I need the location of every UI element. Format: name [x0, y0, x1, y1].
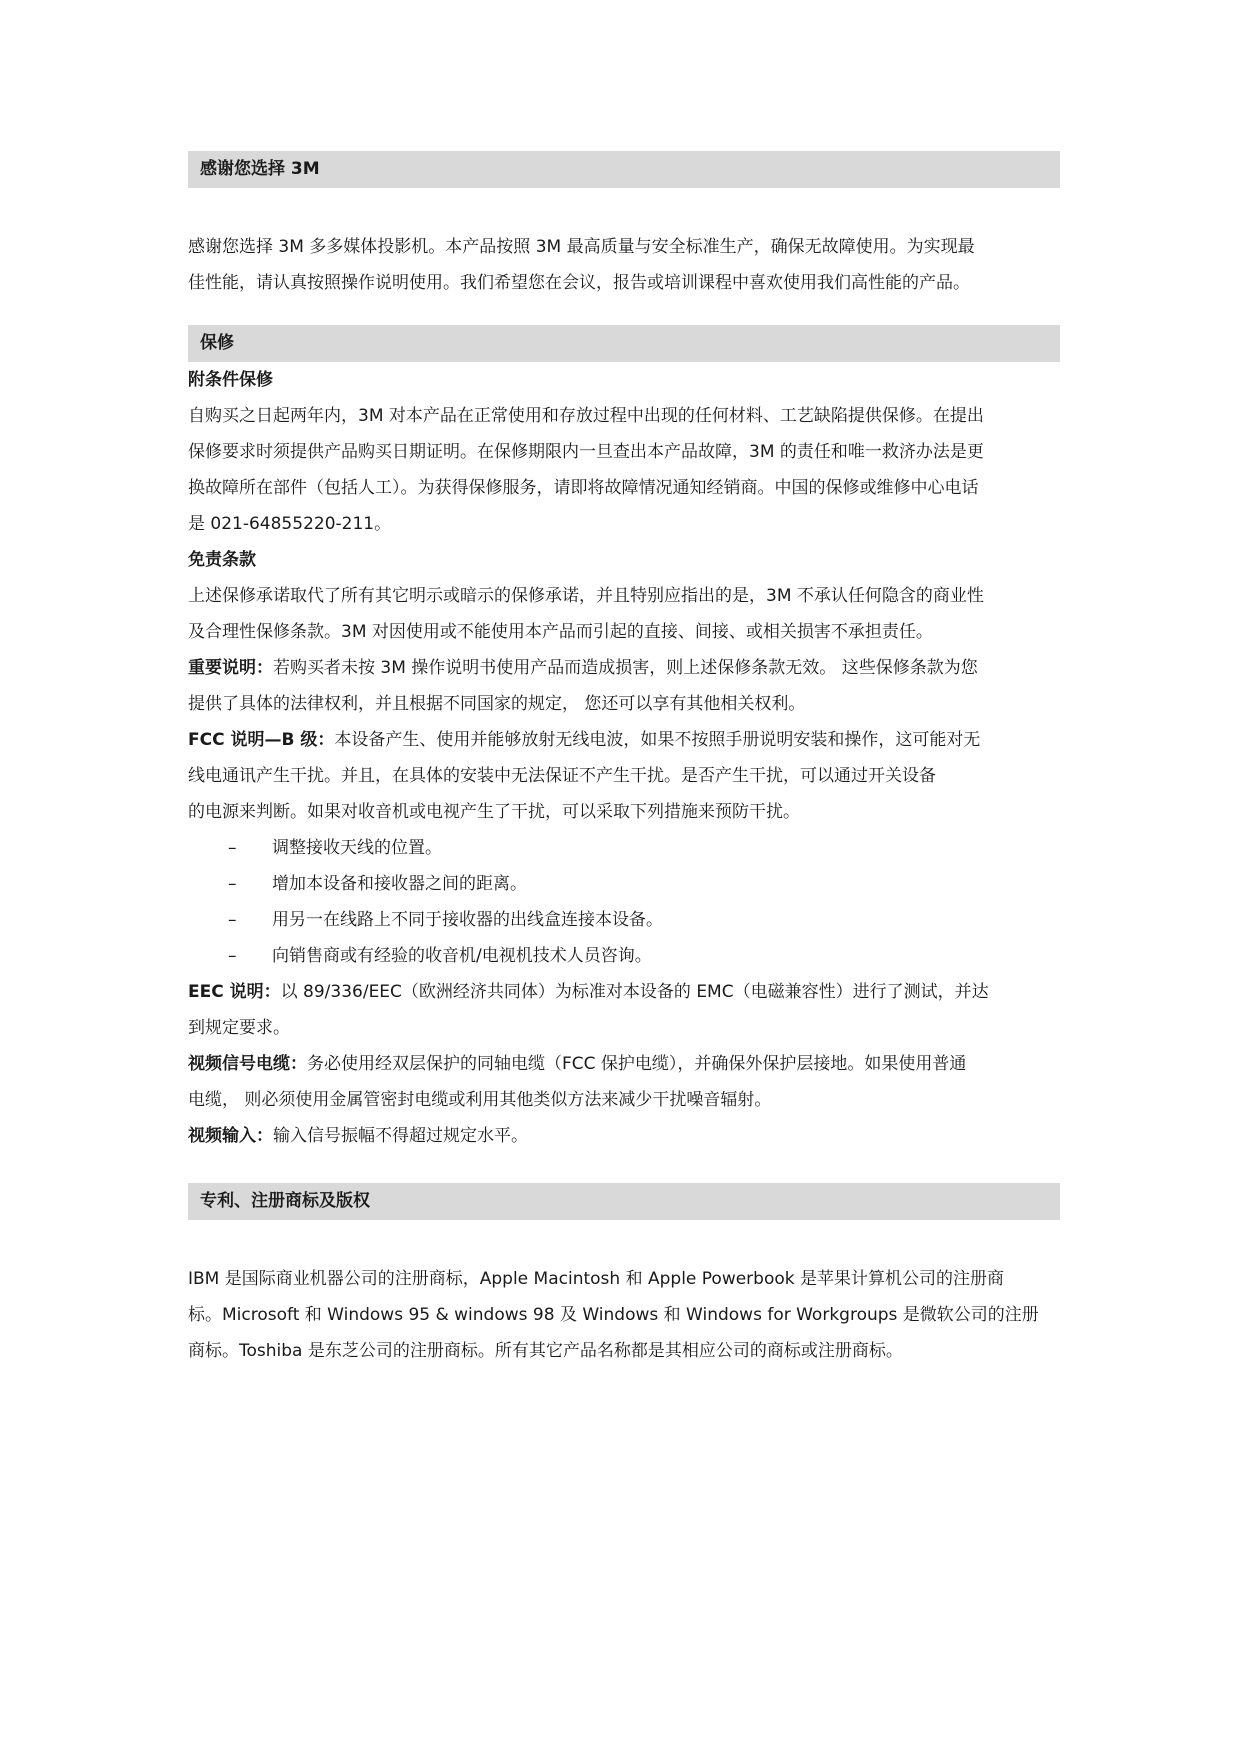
accessory-line-3: 换故障所在部件（包括人工）。为获得保修服务，请即将故障情况通知经销商。中国的保修或维修中心电话 — [188, 478, 979, 498]
patents-line-1: IBM 是国际商业机器公司的注册商标，Apple Macintosh 和 Apple Powerbook 是苹果计算机公司的注册商 — [188, 1269, 1005, 1289]
fcc-text: 本设备产生、使用并能够放射无线电波，如果不按照手册说明安装和操作，这可能对无 — [334, 730, 981, 750]
list-item-text: 调整接收天线的位置。 — [272, 838, 442, 858]
list-item-text: 向销售商或有经验的收音机/电视机技术人员咨询。 — [272, 946, 652, 966]
eec-paragraph — [188, 974, 1060, 1046]
video-input-text: 输入信号振幅不得超过规定水平。 — [273, 1126, 528, 1146]
document-page — [188, 151, 1060, 1369]
dash-bullet: – — [228, 946, 237, 966]
accessory-line-2: 保修要求时须提供产品购买日期证明。在保修期限内一旦查出本产品故障，3M 的责任和唯一救济办法是更 — [188, 442, 984, 462]
video-cable-label: 视频信号电缆： — [188, 1054, 307, 1074]
disclaimer-paragraph — [188, 578, 1060, 650]
list-item — [188, 938, 1060, 974]
fcc-line-1 — [188, 722, 1060, 758]
video-input-line-1 — [188, 1118, 1060, 1154]
disclaimer-line-1: 上述保修承诺取代了所有其它明示或暗示的保修承诺，并且特别应指出的是，3M 不承认任何隐含的商业性 — [188, 586, 984, 606]
video-input-label: 视频输入： — [188, 1126, 273, 1146]
list-item — [188, 902, 1060, 938]
accessory-warranty-paragraph — [188, 398, 1060, 542]
eec-line-2: 到规定要求。 — [188, 1018, 290, 1038]
fcc-label: FCC 说明—B 级： — [188, 730, 335, 750]
patents-paragraph — [188, 1261, 1060, 1369]
video-cable-text: 务必使用经双层保护的同轴电缆（FCC 保护电缆），并确保外保护层接地。如果使用普通 — [307, 1054, 967, 1074]
fcc-line-2: 线电通讯产生干扰。并且，在具体的安装中无法保证不产生干扰。是否产生干扰，可以通过开关设备 — [188, 766, 936, 786]
thanks-line-1: 感谢您选择 3M 多多媒体投影机。本产品按照 3M 最高质量与安全标准生产，确保无故障使用。为实现最 — [188, 237, 975, 257]
subheading-disclaimer: 免责条款 — [188, 550, 256, 570]
important-note-text: 若购买者未按 3M 操作说明书使用产品而造成损害，则上述保修条款无效。 这些保修条款为您 — [273, 658, 978, 678]
fcc-measures-list — [188, 830, 1060, 974]
accessory-line-4: 是 021-64855220-211。 — [188, 514, 392, 534]
important-note-paragraph — [188, 650, 1060, 722]
patents-line-3: 商标。Toshiba 是东芝公司的注册商标。所有其它产品名称都是其相应公司的商标或注册商标。 — [188, 1341, 903, 1361]
video-cable-line-1 — [188, 1046, 1060, 1082]
thanks-line-2: 佳性能，请认真按照操作说明使用。我们希望您在会议，报告或培训课程中喜欢使用我们高性能的产品。 — [188, 273, 970, 293]
dash-bullet: – — [228, 838, 237, 858]
list-item-text: 用另一在线路上不同于接收器的出线盒连接本设备。 — [272, 910, 663, 930]
patents-line-2: 标。Microsoft 和 Windows 95 & windows 98 及 Windows 和 Windows for Workgroups 是微软公司的注册 — [188, 1305, 1039, 1325]
video-cable-line-2: 电缆， 则必须使用金属管密封电缆或利用其他类似方法来减少干扰噪音辐射。 — [188, 1090, 772, 1110]
eec-text: 以 89/336/EEC（欧洲经济共同体）为标准对本设备的 EMC（电磁兼容性）进行了测试，并达 — [280, 982, 989, 1002]
video-cable-paragraph — [188, 1046, 1060, 1118]
list-item — [188, 830, 1060, 866]
subheading-accessory-warranty: 附条件保修 — [188, 370, 273, 390]
important-note-label: 重要说明： — [188, 658, 273, 678]
important-line-1 — [188, 650, 1060, 686]
dash-bullet: – — [228, 910, 237, 930]
eec-line-1 — [188, 974, 1060, 1010]
section-heading-warranty: 保修 — [188, 325, 1060, 362]
disclaimer-line-2: 及合理性保修条款。3M 对因使用或不能使用本产品而引起的直接、间接、或相关损害不承担责任。 — [188, 622, 933, 642]
eec-label: EEC 说明： — [188, 982, 281, 1002]
accessory-line-1: 自购买之日起两年内，3M 对本产品在正常使用和存放过程中出现的任何材料、工艺缺陷提供保修。在提出 — [188, 406, 984, 426]
section-heading-thanks: 感谢您选择 3M — [188, 151, 1060, 188]
thanks-paragraph — [188, 229, 1060, 301]
list-item — [188, 866, 1060, 902]
fcc-paragraph — [188, 722, 1060, 830]
fcc-line-3: 的电源来判断。如果对收音机或电视产生了干扰，可以采取下列措施来预防干扰。 — [188, 802, 800, 822]
dash-bullet: – — [228, 874, 237, 894]
video-input-paragraph — [188, 1118, 1060, 1154]
list-item-text: 增加本设备和接收器之间的距离。 — [272, 874, 527, 894]
section-heading-patents: 专利、注册商标及版权 — [188, 1183, 1060, 1220]
important-line-2: 提供了具体的法律权利，并且根据不同国家的规定， 您还可以享有其他相关权利。 — [188, 694, 806, 714]
